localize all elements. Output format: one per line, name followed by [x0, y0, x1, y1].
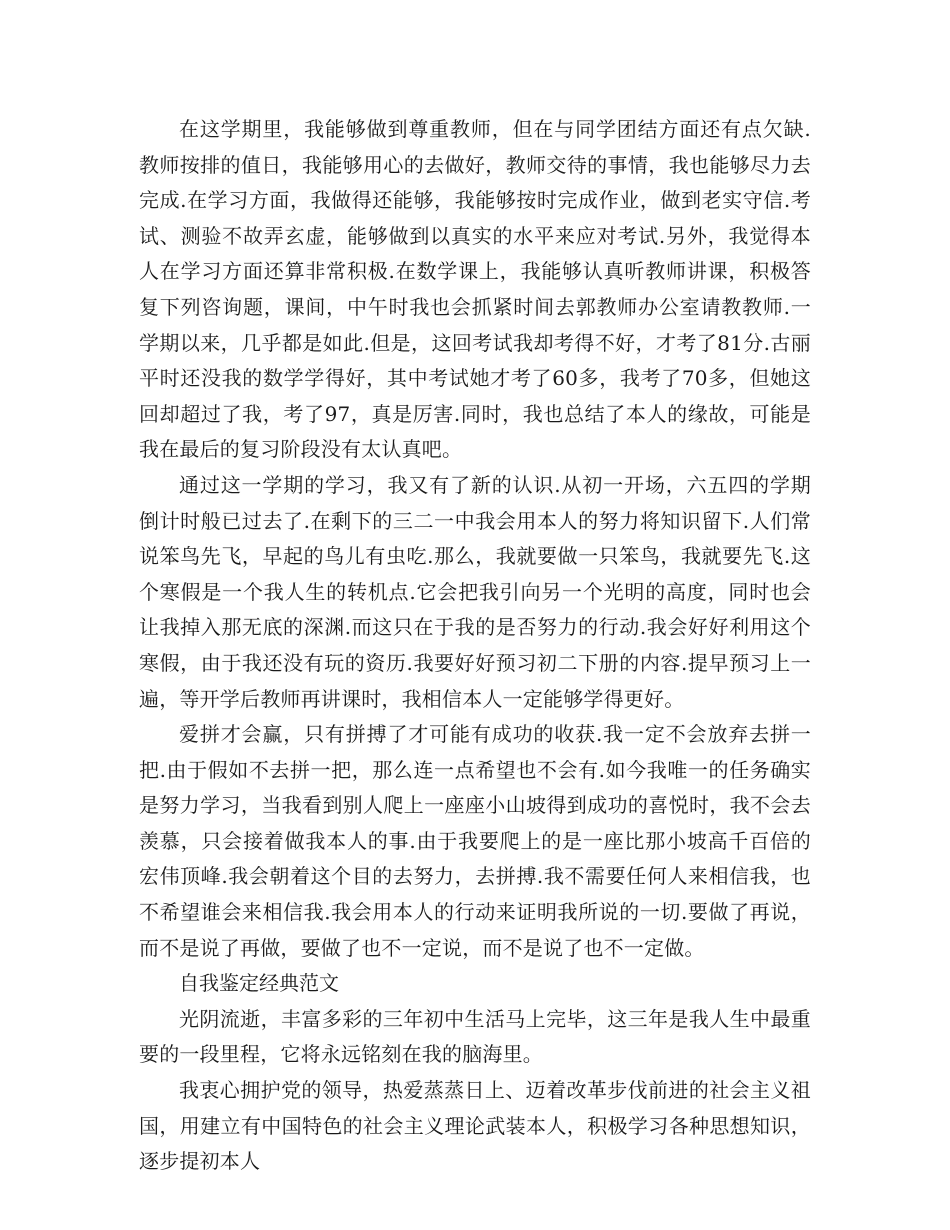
- document-body: [139, 112, 811, 1180]
- paragraph-2: 通过这一学期的学习，我又有了新的认识.从初一开场，六五四的学期倒计时般已过去了.在剩下的三二一中我会用本人的努力将知识留下.人们常说笨鸟先飞，早起的鸟儿有虫吃.那么，我就要做一只笨鸟，我就要先飞.这个寒假是一个我人生的转机点.它会把我引向另一个光明的高度，同时也会让我掉入那无底的深渊.而这只在于我的是否努力的行动.我会好好利用这个寒假，由于我还没有玩的资历.我要好好预习初二下册的内容.提早预习上一遍，等开学后教师再讲课时，我相信本人一定能够学得更好。: [139, 472, 811, 711]
- section-title: 自我鉴定经典范文: [179, 971, 339, 996]
- paragraph-4: 光阴流逝，丰富多彩的三年初中生活马上完毕，这三年是我人生中最重要的一段里程，它将永远铭刻在我的脑海里。: [139, 1006, 811, 1067]
- paragraph-3: 爱拼才会赢，只有拼搏了才可能有成功的收获.我一定不会放弃去拼一把.由于假如不去拼一把，那么连一点希望也不会有.如今我唯一的任务确实是努力学习，当我看到别人爬上一座座小山坡得到成功的喜悦时，我不会去羡慕，只会接着做我本人的事.由于我要爬上的是一座比那小坡高千百倍的宏伟顶峰.我会朝着这个目的去努力，去拼搏.我不需要任何人来相信我，也不希望谁会来相信我.我会用本人的行动来证明我所说的一切.要做了再说，而不是说了再做，要做了也不一定说，而不是说了也不一定做。: [139, 722, 811, 960]
- paragraph-5: 我衷心拥护党的领导，热爱蒸蒸日上、迈着改革步伐前进的社会主义祖国，用建立有中国特色的社会主义理论武装本人，积极学习各种思想知识，逐步提初本人: [139, 1078, 811, 1174]
- paragraph-1: 在这学期里，我能够做到尊重教师，但在与同学团结方面还有点欠缺.教师按排的值日，我能够用心的去做好，教师交待的事情，我也能够尽力去完成.在学习方面，我做得还能够，我能够按时完成作业，做到老实守信.考试、测验不故弄玄虚，能够做到以真实的水平来应对考试.另外，我觉得本人在学习方面还算非常积极.在数学课上，我能够认真听教师讲课，积极答复下列咨询题，课间，中午时我也会抓紧时间去郭教师办公室请教教师.一学期以来，几乎都是如此.但是，这回考试我却考得不好，才考了81分.古丽平时还没我的数学学得好，其中考试她才考了60多，我考了70多，但她这回却超过了我，考了97，真是厉害.同时，我也总结了本人的缘故，可能是我在最后的复习阶段没有太认真吧。: [139, 117, 811, 462]
